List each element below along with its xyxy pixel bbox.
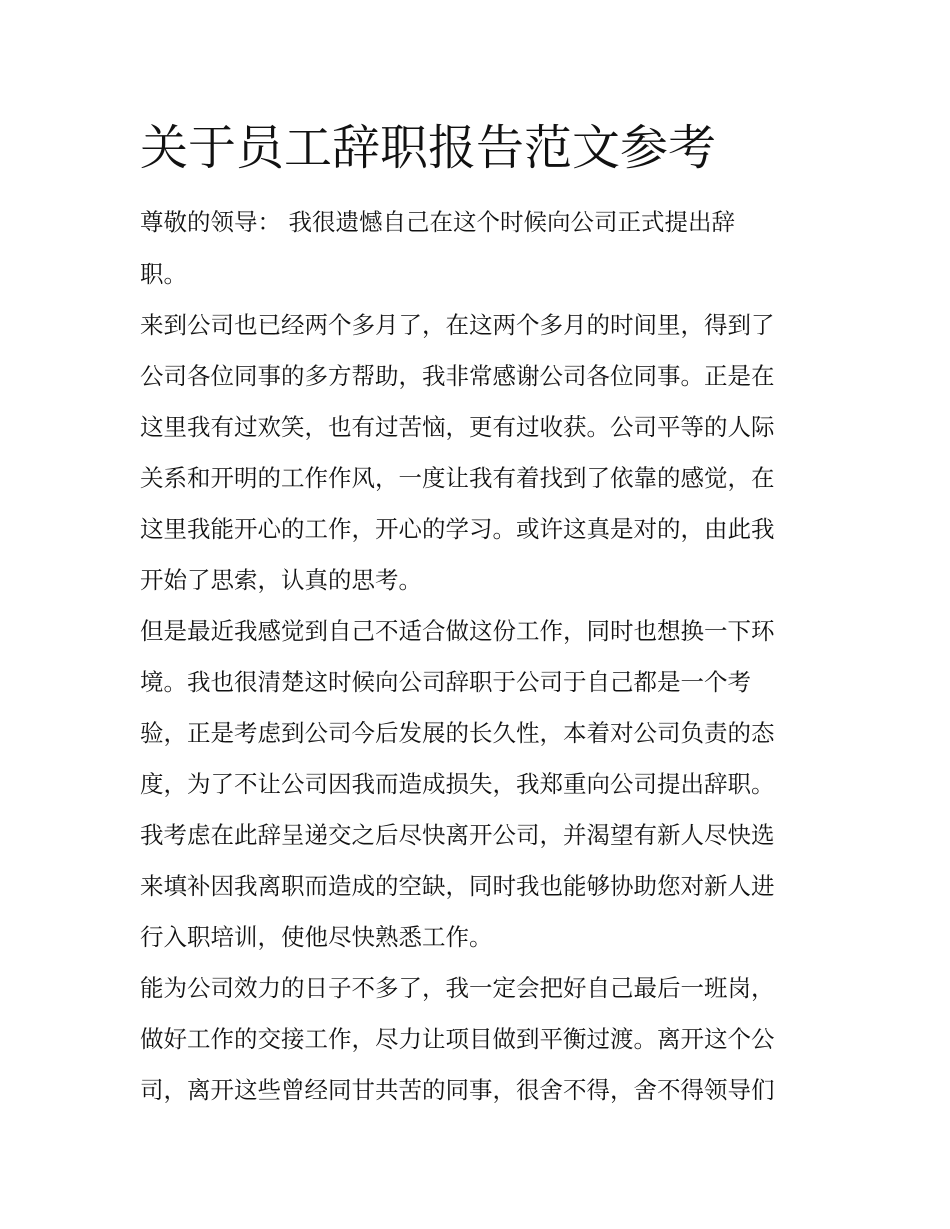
body-line: 行入职培训，使他尽快熟悉工作。 — [140, 923, 493, 951]
body-line: 做好工作的交接工作，尽力让项目做到平衡过渡。离开这个公 — [140, 1025, 775, 1053]
body-line: 验，正是考虑到公司今后发展的长久性，本着对公司负责的态 — [140, 719, 775, 747]
body-line: 司，离开这些曾经同甘共苦的同事，很舍不得，舍不得领导们 — [140, 1076, 775, 1104]
body-line: 关系和开明的工作作风，一度让我有着找到了依靠的感觉，在 — [140, 464, 775, 492]
body-line: 这里我能开心的工作，开心的学习。或许这真是对的，由此我 — [140, 515, 775, 543]
body-line: 能为公司效力的日子不多了，我一定会把好自己最后一班岗， — [140, 974, 775, 1002]
body-line: 我考虑在此辞呈递交之后尽快离开公司，并渴望有新人尽快选 — [140, 821, 775, 849]
body-line: 境。我也很清楚这时候向公司辞职于公司于自己都是一个考 — [140, 668, 751, 696]
body-line: 公司各位同事的多方帮助，我非常感谢公司各位同事。正是在 — [140, 362, 775, 390]
body-line: 但是最近我感觉到自己不适合做这份工作，同时也想换一下环 — [140, 617, 775, 645]
document-title: 关于员工辞职报告范文参考 — [140, 120, 717, 176]
body-line: 来填补因我离职而造成的空缺，同时我也能够协助您对新人进 — [140, 872, 775, 900]
body-line: 尊敬的领导： 我很遗憾自己在这个时候向公司正式提出辞 — [140, 208, 735, 236]
body-line: 职。 — [140, 260, 187, 288]
body-line: 来到公司也已经两个多月了，在这两个多月的时间里，得到了 — [140, 311, 775, 339]
body-line: 开始了思索，认真的思考。 — [140, 566, 422, 594]
body-line: 度，为了不让公司因我而造成损失，我郑重向公司提出辞职。 — [140, 770, 775, 798]
body-line: 这里我有过欢笑，也有过苦恼，更有过收获。公司平等的人际 — [140, 413, 775, 441]
